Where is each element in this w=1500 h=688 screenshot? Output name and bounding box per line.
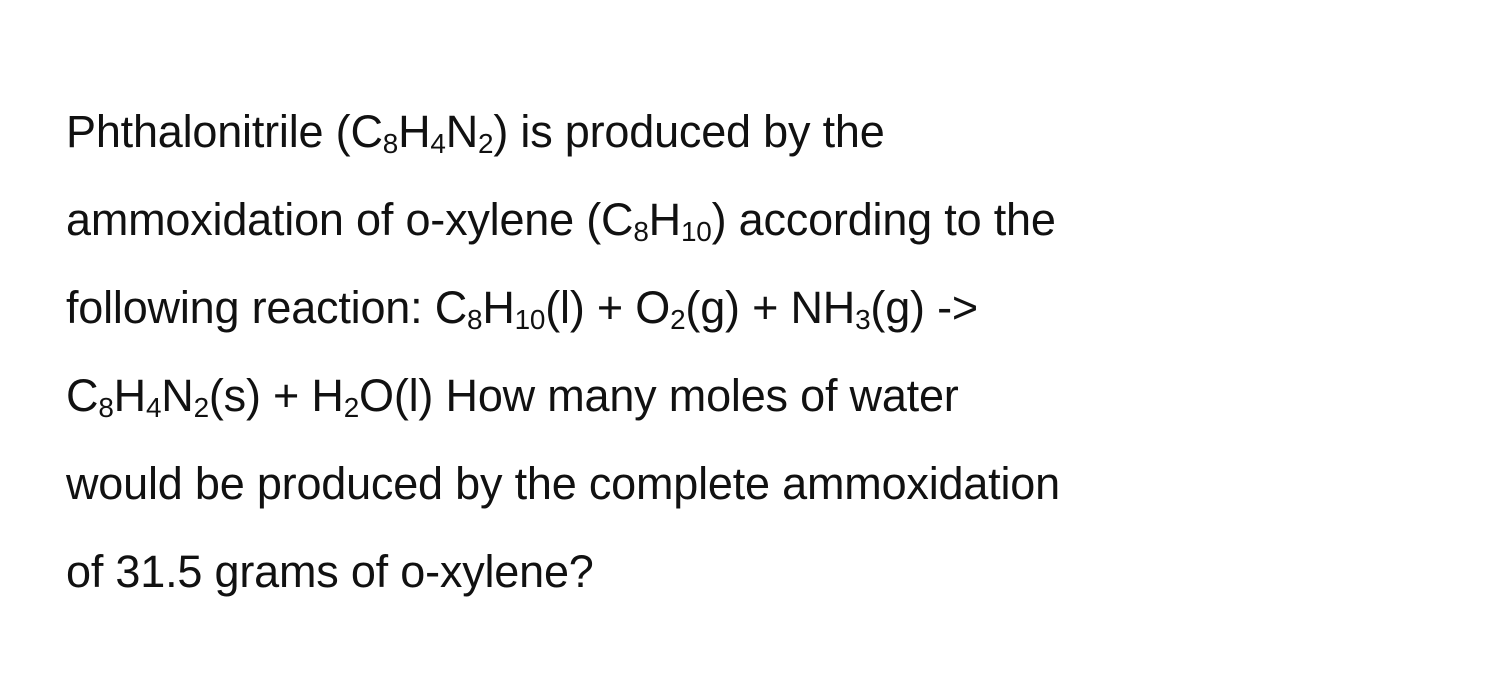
question-line (66, 352, 1446, 440)
subscript: 2 (670, 304, 686, 336)
question-line (66, 88, 1446, 176)
text-run: (l) + O (545, 282, 671, 333)
subscript: 10 (680, 216, 712, 248)
subscript: 8 (98, 392, 114, 424)
text-run: (s) + H (208, 370, 344, 421)
subscript: 2 (343, 392, 360, 424)
text-run: H (648, 194, 681, 245)
text-run: C (66, 370, 99, 421)
subscript: 4 (430, 128, 446, 160)
subscript: 8 (467, 304, 483, 336)
text-run: (g) -> (870, 282, 978, 333)
subscript: 10 (514, 304, 546, 336)
text-run: of 31.5 grams of o-xylene? (66, 546, 594, 597)
text-run: (g) + NH (685, 282, 856, 333)
text-run: N (445, 106, 478, 157)
text-run: would be produced by the complete ammoxidation (66, 458, 1060, 509)
subscript: 8 (382, 128, 399, 160)
text-run: ) according to the (711, 194, 1056, 245)
text-run: ) is produced by the (493, 106, 885, 157)
question-line (66, 528, 1446, 616)
text-run: ammoxidation of o-xylene (C (66, 194, 634, 245)
text-run: N (161, 370, 194, 421)
text-run: H (113, 370, 146, 421)
subscript: 4 (145, 392, 162, 424)
question-line (66, 176, 1446, 264)
subscript: 8 (633, 216, 649, 248)
question-text (66, 88, 1446, 616)
subscript: 2 (193, 392, 209, 424)
question-line (66, 440, 1446, 528)
text-run: Phthalonitrile (C (66, 106, 383, 157)
text-run: H (398, 106, 431, 157)
text-run: following reaction: C (66, 282, 467, 333)
subscript: 2 (478, 128, 494, 160)
question-line (66, 264, 1446, 352)
text-run: H (482, 282, 515, 333)
text-run: O(l) How many moles of water (359, 370, 959, 421)
subscript: 3 (855, 304, 871, 336)
